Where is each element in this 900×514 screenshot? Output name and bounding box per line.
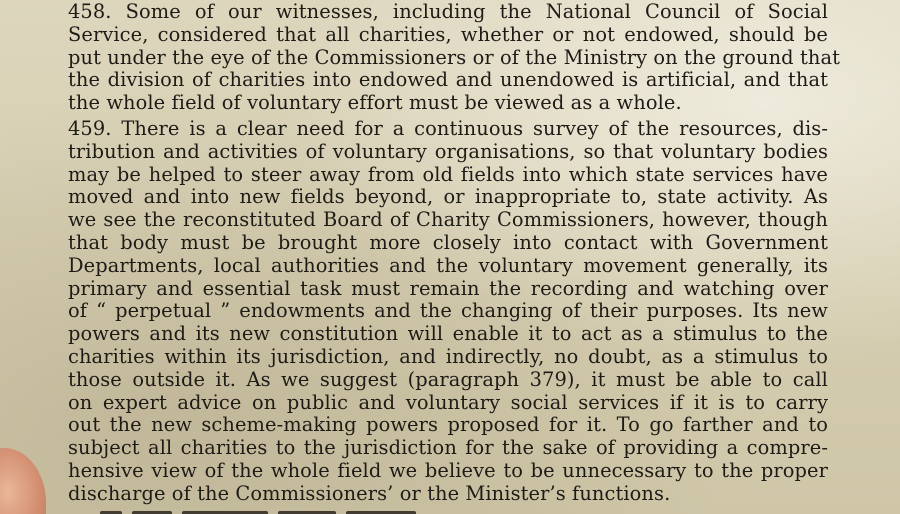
text-line: 459. There is a clear need for a continuous survey of the resources, dis-: [68, 116, 828, 140]
text-line: powers and its new constitution will enable it to act as a stimulus to the: [68, 322, 828, 346]
text-line: Departments, local authorities and the voluntary movement generally, its: [68, 253, 828, 277]
text-line: may be helped to steer away from old fields into which state services have: [68, 162, 828, 186]
text-line: the whole field of voluntary effort must be viewed as a whole.: [68, 91, 682, 115]
text-line: out the new scheme-making powers proposed for it. To go farther and to: [68, 413, 828, 437]
text-line: moved and into new fields beyond, or inappropriate to, state activity. As: [68, 185, 828, 209]
cut-off-next-line: [100, 505, 430, 514]
page-text: [68, 0, 840, 509]
text-line: charities within its jurisdiction, and indirectly, no doubt, as a stimulus to: [68, 344, 828, 368]
text-line: primary and essential task must remain the recording and watching over: [68, 276, 828, 300]
text-line: of “ perpetual ” endowments and the changing of their purposes. Its new: [68, 299, 828, 323]
paragraph-458: [68, 0, 840, 115]
text-line: Service, considered that all charities, whether or not endowed, should be: [68, 22, 828, 46]
paragraph-459: [68, 118, 828, 506]
text-line: on expert advice on public and voluntary social services if it is to carry: [68, 390, 828, 414]
text-line: discharge of the Commissioners’ or the Minister’s functions.: [68, 481, 671, 505]
text-line: 458. Some of our witnesses, including the National Council of Social: [68, 0, 828, 23]
text-line: tribution and activities of voluntary organisations, so that voluntary bodies: [68, 139, 828, 163]
text-line: put under the eye of the Commissioners or of the Ministry on the ground that: [68, 45, 840, 69]
text-line: the division of charities into endowed and unendowed is artificial, and that: [68, 68, 828, 92]
text-line: we see the reconstituted Board of Charity Commissioners, however, though: [68, 208, 828, 232]
text-line: subject all charities to the jurisdiction for the sake of providing a compre-: [68, 436, 828, 460]
thumb: [0, 448, 46, 514]
text-line: that body must be brought more closely into contact with Government: [68, 230, 828, 254]
text-line: hensive view of the whole field we believe to be unnecessary to the proper: [68, 458, 828, 482]
text-line: those outside it. As we suggest (paragraph 379), it must be able to call: [68, 367, 828, 391]
